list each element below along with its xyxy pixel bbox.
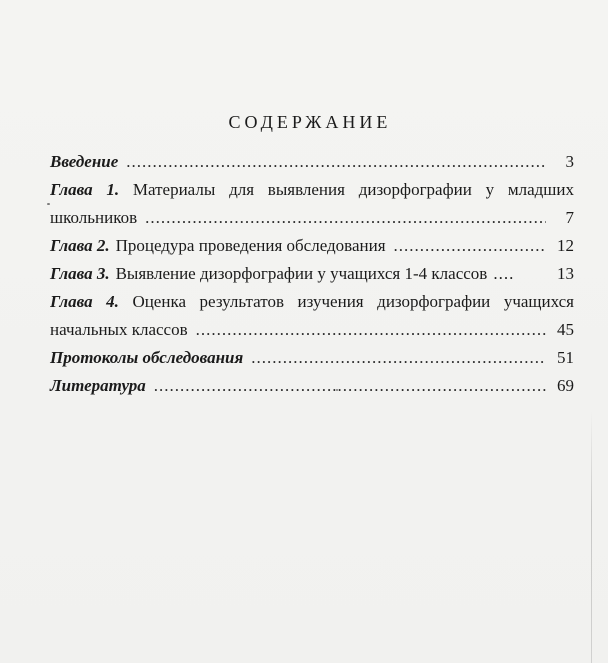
toc-entry-chapter-3[interactable] (50, 260, 574, 288)
page-title: СОДЕРЖАНИЕ (228, 112, 392, 132)
toc-entry-text: Материалы для выявления дизорфографии у младших (132, 180, 574, 199)
toc-entry-chapter-1[interactable] (50, 176, 574, 232)
dot-leader (154, 372, 546, 400)
dot-leader (196, 316, 546, 344)
toc-entry-text: Выявление дизорфографии у учащихся 1-4 классов (115, 264, 488, 283)
dot-leader (394, 232, 546, 260)
toc-page-number: 69 (557, 376, 574, 395)
toc-entry-first-line (50, 176, 574, 204)
toc-page-number: 13 (557, 264, 574, 283)
toc-page-number: 12 (557, 236, 574, 255)
toc-entry-bibliography[interactable] (50, 372, 574, 400)
page-edge-line (591, 410, 592, 663)
toc-chapter-label: Глава 4. (50, 292, 119, 311)
toc-entry-chapter-2[interactable] (50, 232, 574, 260)
toc-entry-text-continued: школьников (50, 208, 138, 227)
toc-entry-chapter-4[interactable] (50, 288, 574, 344)
toc-page-number: 7 (565, 208, 574, 227)
toc-entry-title: Введение (50, 152, 119, 171)
toc-entry-text: Оценка результатов изучения дизорфографии учащихся (132, 292, 574, 311)
dot-leader: .... (493, 264, 515, 283)
toc-chapter-label: Глава 3. (50, 264, 110, 283)
toc-entry-text-continued: начальных классов (50, 320, 188, 339)
toc-page-number: 51 (557, 348, 574, 367)
toc-entry-protocols[interactable] (50, 344, 574, 372)
toc-page-number: 3 (565, 152, 574, 171)
table-of-contents (50, 148, 574, 400)
dot-leader (126, 148, 546, 176)
toc-entry-introduction[interactable] (50, 148, 574, 176)
toc-chapter-label: Глава 1. (50, 180, 120, 199)
dot-leader (251, 344, 546, 372)
toc-entry-title: Литература (50, 376, 146, 395)
toc-chapter-label: Глава 2. (50, 236, 110, 255)
toc-page-number: 45 (557, 320, 574, 339)
toc-entry-first-line (50, 288, 574, 316)
toc-entry-title: Протоколы обследования (50, 348, 244, 367)
dot-leader (145, 204, 546, 232)
toc-entry-text: Процедура проведения обследования (115, 236, 386, 255)
